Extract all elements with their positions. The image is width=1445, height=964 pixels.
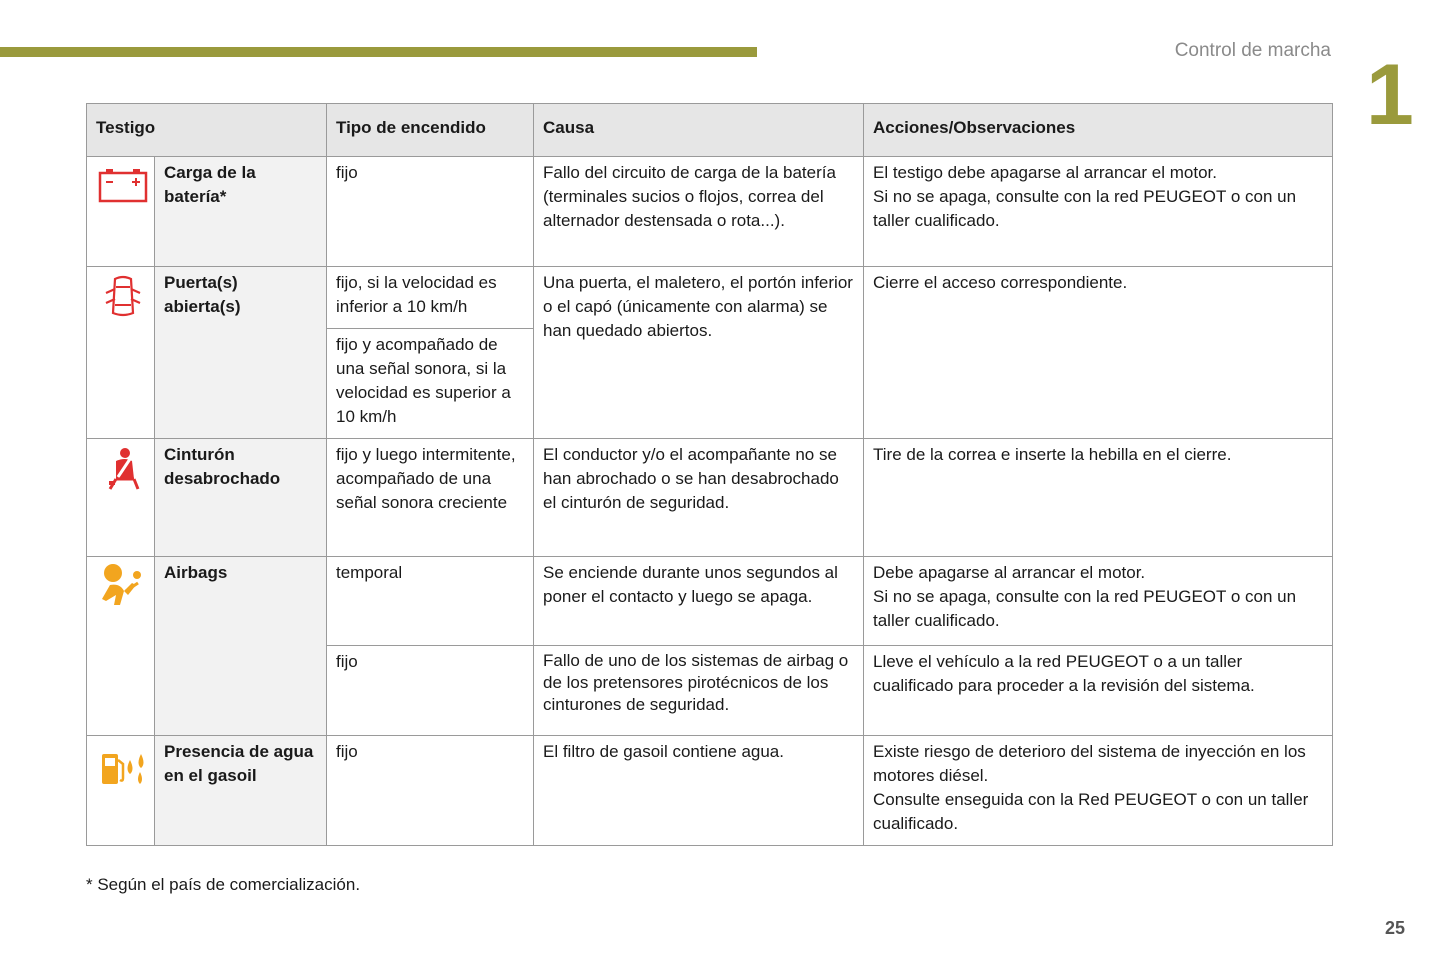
open-door-icon (96, 271, 150, 321)
icon-cell (87, 267, 155, 439)
table-header-row (87, 104, 1333, 157)
page-number: 25 (1384, 918, 1405, 938)
warning-lights-table (86, 103, 1333, 846)
table-row (87, 557, 1333, 646)
action-line: Consulte enseguida con la Red PEUGEOT o con un taller cualificado. (873, 790, 1309, 833)
footnote: * Según el país de comercialización. (86, 875, 361, 894)
cause: Se enciende durante unos segundos al poner el contacto y luego se apaga. (534, 557, 864, 646)
table-row (87, 736, 1333, 846)
icon-cell (87, 439, 155, 557)
actions (864, 557, 1333, 646)
cause: El filtro de gasoil contiene agua. (534, 736, 864, 846)
table-row (87, 157, 1333, 267)
header-accent-bar (0, 47, 757, 57)
actions (864, 736, 1333, 846)
action-line: Tire de la correa e inserte la hebilla en el cierre. (873, 445, 1232, 464)
action-line: El testigo debe apagarse al arrancar el motor. (873, 163, 1217, 182)
icon-cell (87, 557, 155, 736)
cause: Una puerta, el maletero, el portón inferior o el capó (únicamente con alarma) se han quedado abiertos. (534, 267, 864, 439)
table-row (87, 267, 1333, 329)
icon-cell (87, 736, 155, 846)
column-header-causa: Causa (534, 104, 864, 157)
column-header-acciones: Acciones/Observaciones (864, 104, 1333, 157)
warning-label: Presencia de agua en el gasoil (155, 736, 327, 846)
water-in-diesel-icon (96, 740, 150, 790)
actions (864, 439, 1333, 557)
cause: El conductor y/o el acompañante no se han abrochado o se han desabrochado el cinturón de seguridad. (534, 439, 864, 557)
airbag-icon (96, 561, 150, 611)
actions (864, 267, 1333, 439)
actions (864, 157, 1333, 267)
ignition-type: fijo y acompañado de una señal sonora, si la velocidad es superior a 10 km/h (327, 329, 534, 439)
section-title: Control de marcha (1174, 40, 1331, 61)
ignition-type: fijo, si la velocidad es inferior a 10 km/h (327, 267, 534, 329)
chapter-number: 1 (1366, 47, 1414, 143)
action-line: Cierre el acceso correspondiente. (873, 273, 1128, 292)
warning-label: Airbags (155, 557, 327, 736)
cause: Fallo del circuito de carga de la batería (terminales sucios o flojos, correa del alternador destensada o rota...). (534, 157, 864, 267)
ignition-type: fijo (327, 646, 534, 736)
icon-cell (87, 157, 155, 267)
action-line: Existe riesgo de deterioro del sistema de inyección en los motores diésel. (873, 742, 1306, 785)
column-header-testigo: Testigo (87, 104, 327, 157)
seatbelt-icon (96, 443, 150, 493)
action-line: Si no se apaga, consulte con la red PEUGEOT o con un taller cualificado. (873, 587, 1297, 630)
action-line: Si no se apaga, consulte con la red PEUGEOT o con un taller cualificado. (873, 187, 1297, 230)
ignition-type: fijo (327, 157, 534, 267)
ignition-type: fijo y luego intermitente, acompañado de una señal sonora creciente (327, 439, 534, 557)
column-header-tipo: Tipo de encendido (327, 104, 534, 157)
cause: Fallo de uno de los sistemas de airbag o de los pretensores pirotécnicos de los cinturones de seguridad. (534, 646, 864, 736)
warning-label: Puerta(s) abierta(s) (155, 267, 327, 439)
ignition-type: fijo (327, 736, 534, 846)
ignition-type: temporal (327, 557, 534, 646)
warning-label: Carga de la batería* (155, 157, 327, 267)
action-line: Debe apagarse al arrancar el motor. (873, 563, 1146, 582)
table-row (87, 439, 1333, 557)
actions (864, 646, 1333, 736)
warning-label: Cinturón desabrochado (155, 439, 327, 557)
battery-icon (96, 161, 150, 211)
action-line: Lleve el vehículo a la red PEUGEOT o a un taller cualificado para proceder a la revisión del sistema. (873, 652, 1255, 695)
